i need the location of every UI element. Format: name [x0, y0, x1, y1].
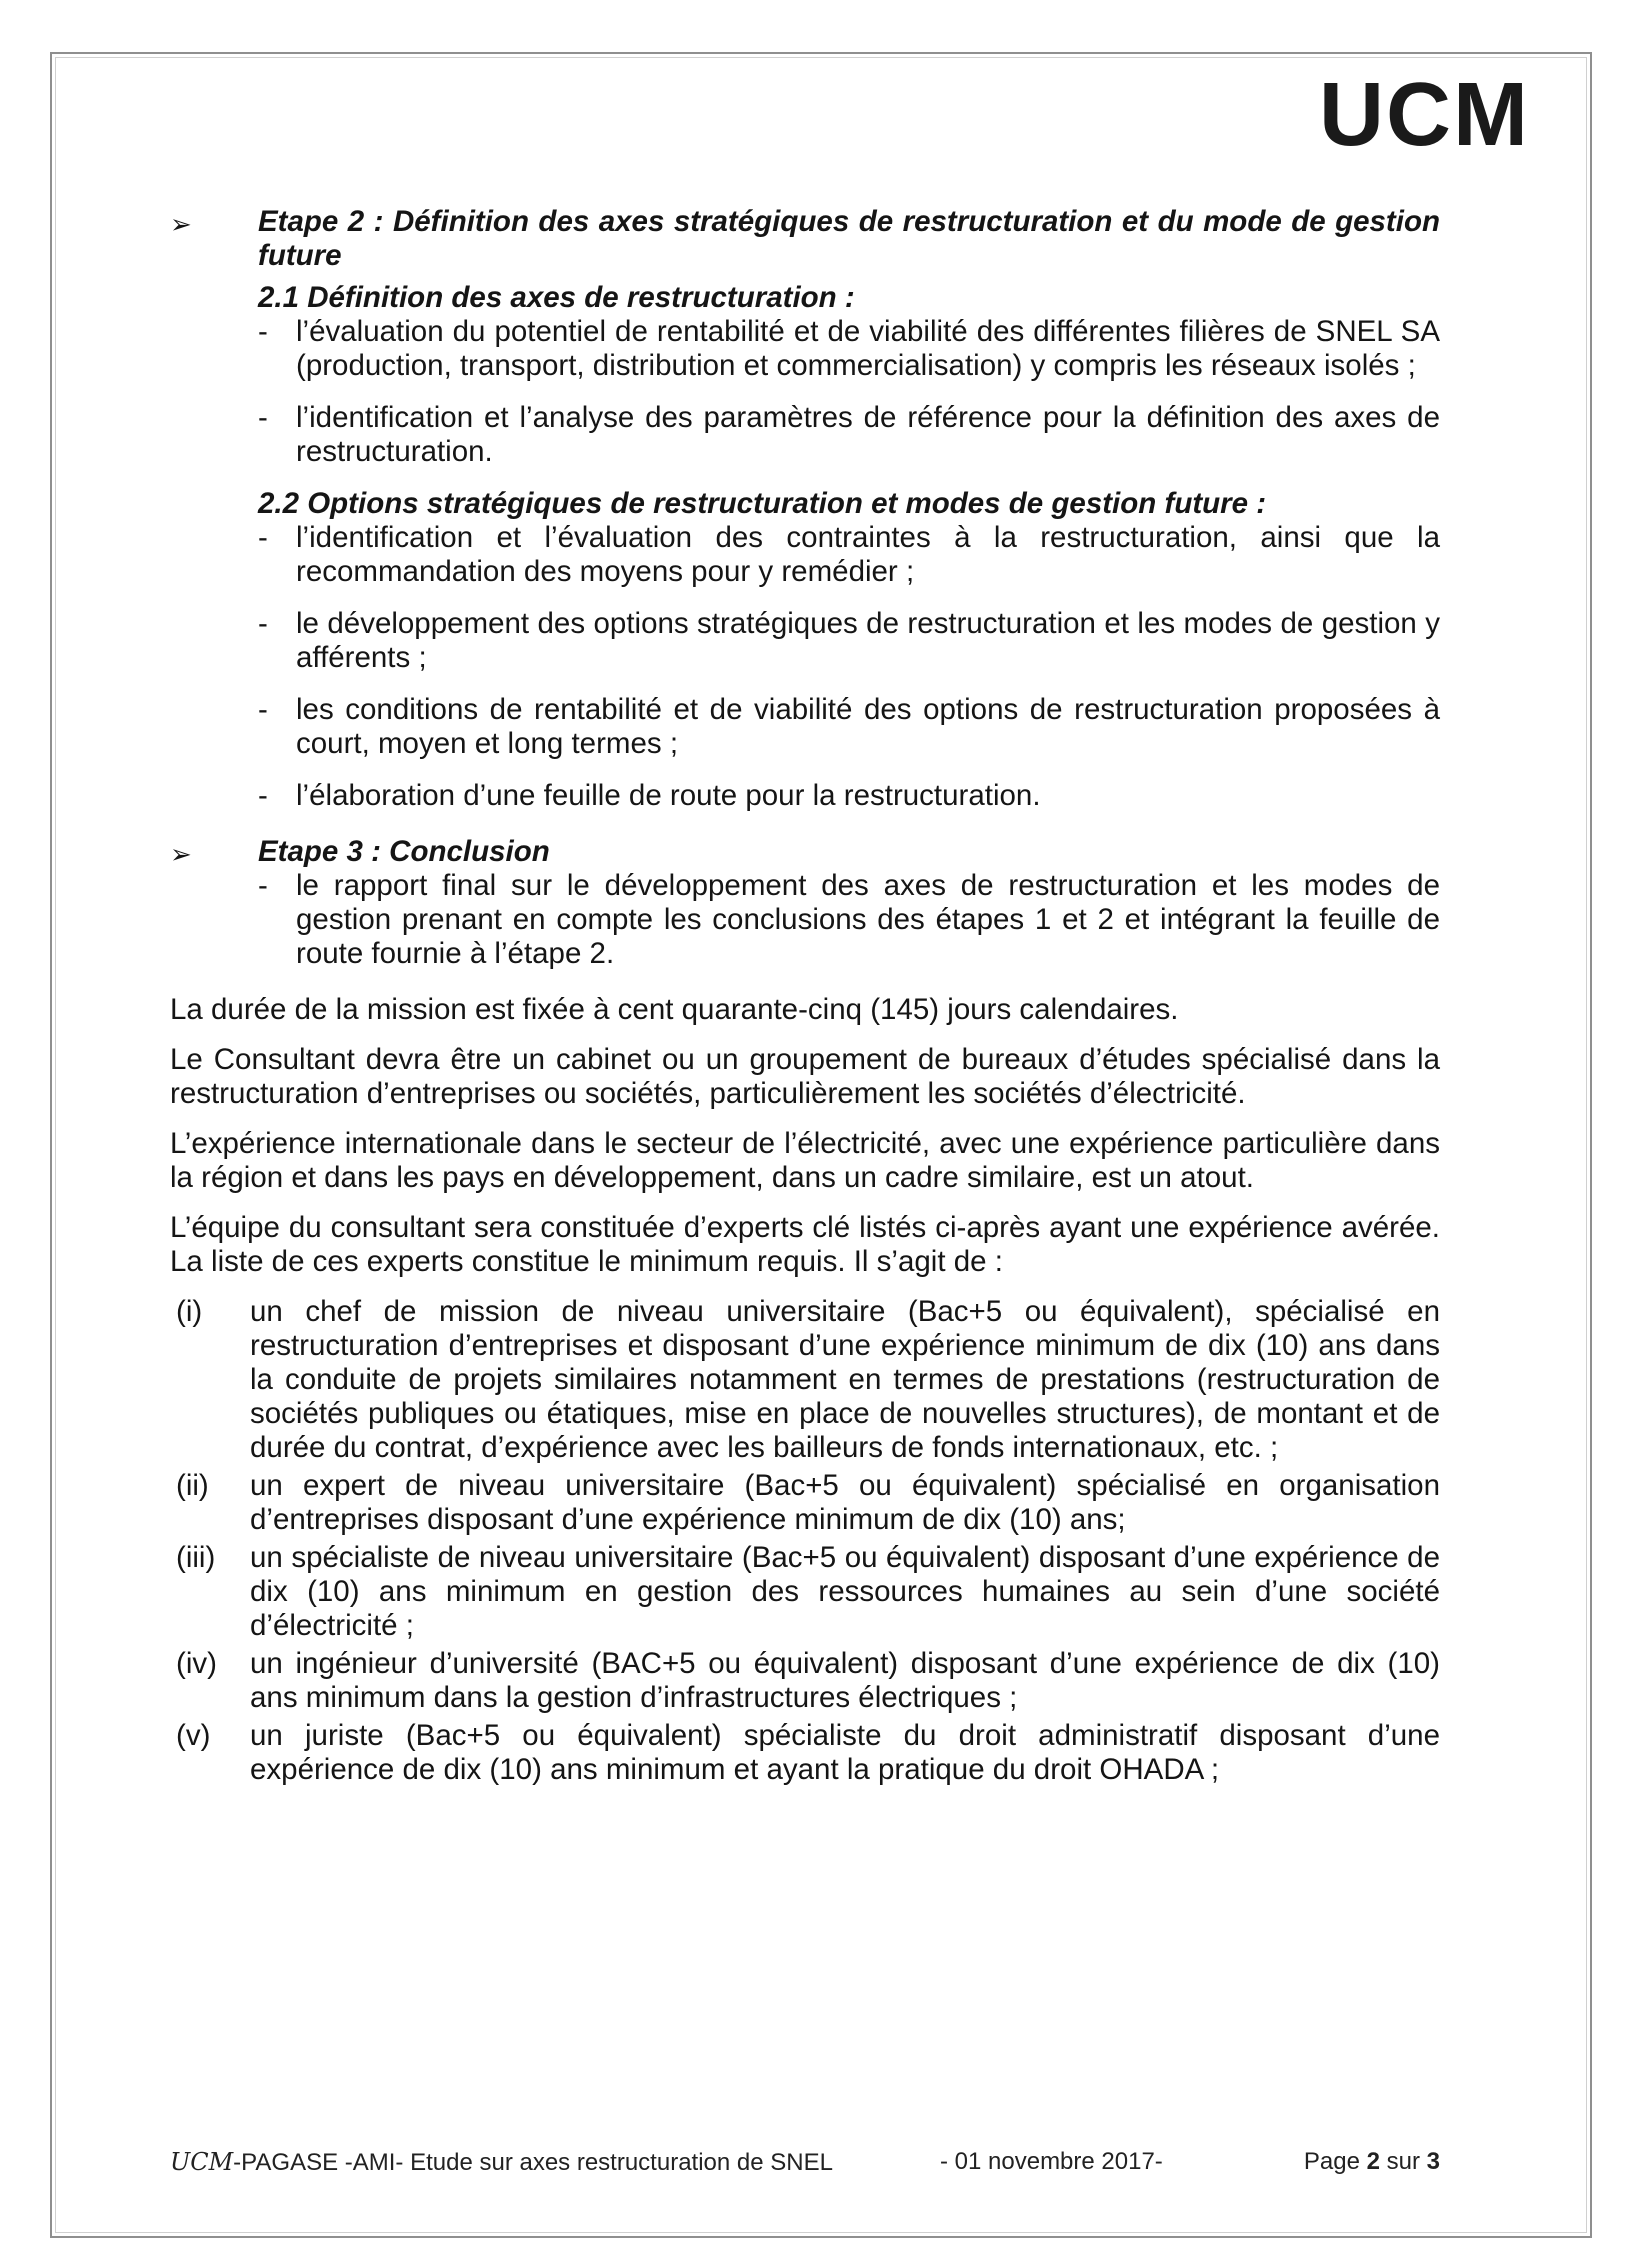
experts-list: [170, 1295, 1440, 1787]
list-item: - l’évaluation du potentiel de rentabilité et de viabilité des différentes filières de SNEL SA (production, transport, distribution et commercialisation) y compris les réseaux isolés ;: [258, 315, 1440, 383]
expert-text: un juriste (Bac+5 ou équivalent) spécialiste du droit administratif disposant d’une expérience de dix (10) ans minimum et ayant la pratique du droit OHADA ;: [250, 1719, 1440, 1786]
paragraph-duration: La durée de la mission est fixée à cent quarante-cinq (145) jours calendaires.: [170, 993, 1179, 1026]
list-item: - le rapport final sur le développement des axes de restructuration et les modes de gestion prenant en compte les conclusions des étapes 1 et 2 et intégrant la feuille de route fournie à l’étape 2.: [258, 869, 1440, 971]
expert-text: un spécialiste de niveau universitaire (Bac+5 ou équivalent) disposant d’une expérience de dix (10) ans minimum en gestion des ressources humaines au sein d’une société d’électricité ;: [250, 1541, 1440, 1642]
arrow-bullet-icon: ➢: [170, 209, 192, 239]
expert-number: (iii): [176, 1541, 216, 1574]
footer-reference: [170, 2148, 833, 2177]
paragraph-consultant: Le Consultant devra être un cabinet ou un groupement de bureaux d’études spécialisé dans la restructuration d’entreprises ou sociétés, particulièrement les sociétés d’électricité.: [170, 1043, 1440, 1110]
expert-item: [170, 1541, 1440, 1643]
page-footer: [170, 2148, 1440, 2188]
ucm-logo: UCM: [1319, 65, 1530, 165]
list-item: - l’identification et l’évaluation des contraintes à la restructuration, ainsi que la recommandation des moyens pour y remédier ;: [258, 521, 1440, 589]
expert-item: [170, 1719, 1440, 1787]
step-3: [170, 835, 1440, 971]
step-3-title: Etape 3 : Conclusion: [258, 835, 550, 868]
section-2-2-list: [258, 521, 1440, 813]
expert-item: [170, 1647, 1440, 1715]
section-2-2-title: 2.2 Options stratégiques de restructuration et modes de gestion future :: [258, 487, 1267, 520]
expert-number: (v): [176, 1719, 211, 1752]
document-body: [170, 205, 1440, 1791]
section-2-1-list: [258, 315, 1440, 469]
expert-number: (i): [176, 1295, 203, 1328]
step-2-title: Etape 2 : Définition des axes stratégiques de restructuration et du mode de gestion future: [258, 205, 1440, 272]
page-number: Page 2 sur 3: [1303, 2148, 1440, 2175]
expert-text: un ingénieur d’université (BAC+5 ou équivalent) disposant d’une expérience de dix (10) ans minimum dans la gestion d’infrastructures électriques ;: [250, 1647, 1440, 1714]
step-3-list: [258, 869, 1440, 971]
list-item: - l’élaboration d’une feuille de route pour la restructuration.: [258, 779, 1440, 813]
expert-item: [170, 1469, 1440, 1537]
expert-item: [170, 1295, 1440, 1465]
arrow-bullet-icon: ➢: [170, 839, 192, 869]
paragraph-team: L’équipe du consultant sera constituée d’experts clé listés ci-après ayant une expérience avérée. La liste de ces experts constitue le minimum requis. Il s’agit de :: [170, 1211, 1440, 1278]
list-item: - l’identification et l’analyse des paramètres de référence pour la définition des axes de restructuration.: [258, 401, 1440, 469]
expert-number: (iv): [176, 1647, 217, 1680]
list-item: - les conditions de rentabilité et de viabilité des options de restructuration proposées à court, moyen et long termes ;: [258, 693, 1440, 761]
footer-date: - 01 novembre 2017-: [940, 2148, 1163, 2175]
section-2-1-title: 2.1 Définition des axes de restructuration :: [258, 281, 855, 314]
expert-text: un chef de mission de niveau universitaire (Bac+5 ou équivalent), spécialisé en restructuration d’entreprises et disposant d’une expérience minimum de dix (10) ans dans la conduite de projets similaires notamment en termes de prestations (restructuration de sociétés publiques ou étatiques, mise en place de nouvelles structures), de montant et de durée du contrat, d’expérience avec les bailleurs de fonds internationaux, etc. ;: [250, 1295, 1440, 1464]
footer-brand: UCM: [170, 2148, 234, 2176]
list-item: - le développement des options stratégiques de restructuration et les modes de gestion y afférents ;: [258, 607, 1440, 675]
expert-number: (ii): [176, 1469, 209, 1502]
paragraph-experience: L’expérience internationale dans le secteur de l’électricité, avec une expérience particulière dans la région et dans les pays en développement, dans un cadre similaire, est un atout.: [170, 1127, 1440, 1194]
expert-text: un expert de niveau universitaire (Bac+5 ou équivalent) spécialisé en organisation d’entreprises disposant d’une expérience minimum de dix (10) ans;: [250, 1469, 1440, 1536]
step-2: [170, 205, 1440, 813]
footer-title: -PAGASE -AMI- Etude sur axes restructuration de SNEL: [233, 2149, 833, 2176]
